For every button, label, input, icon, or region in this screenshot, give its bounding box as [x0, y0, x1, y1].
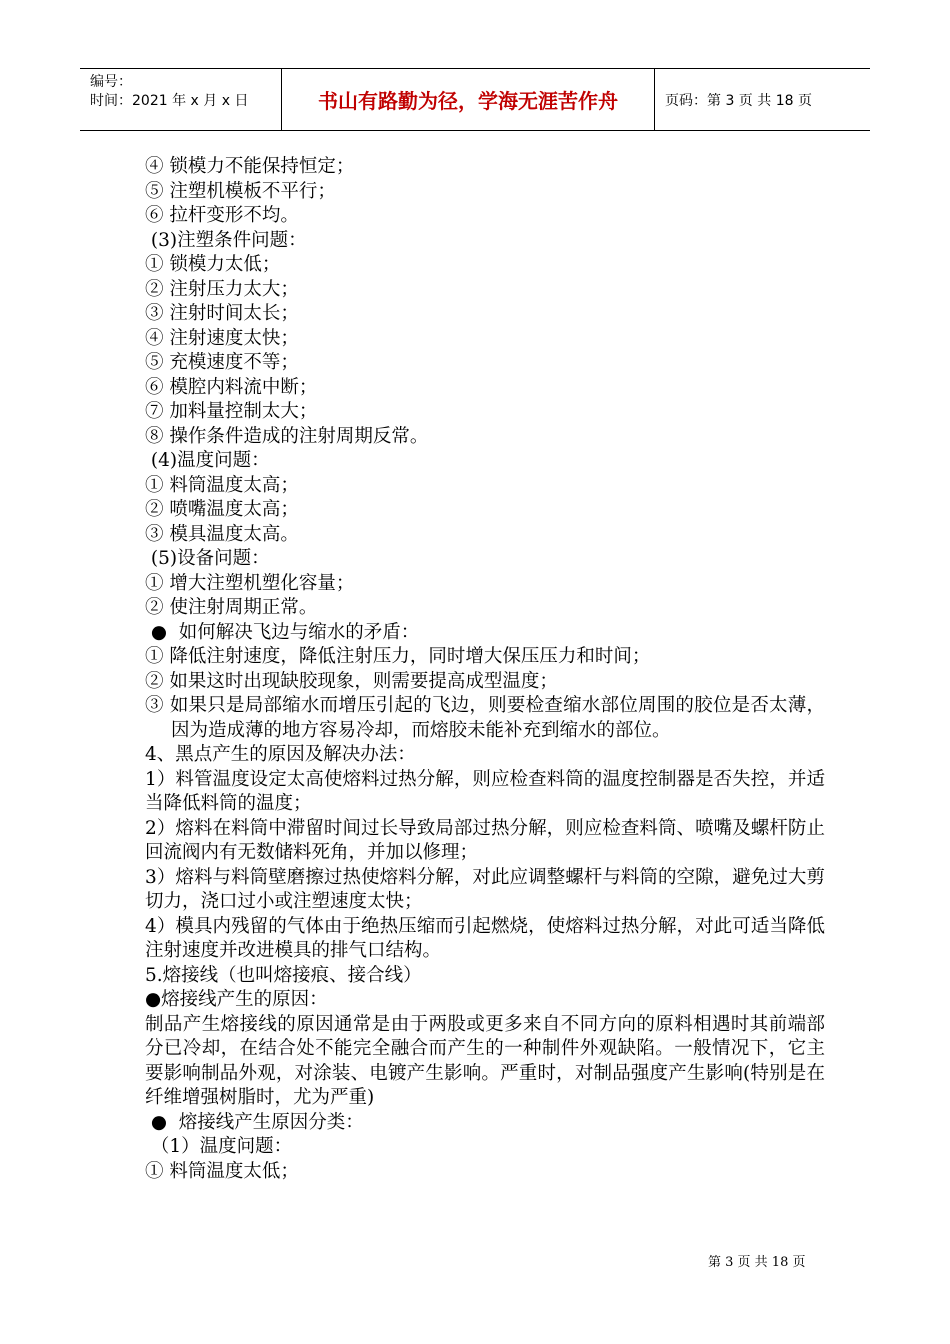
text-line: ⑥ 拉杆变形不均。	[145, 205, 299, 226]
text-line: ③ 模具温度太高。	[145, 523, 299, 545]
page-footer: 第 3 页 共 18 页	[708, 1255, 806, 1270]
text-line: ② 注射压力太大；	[145, 278, 299, 300]
text-line: ④ 注射速度太快；	[145, 327, 299, 349]
text-line: ⑦ 加料量控制太大；	[145, 401, 318, 422]
text-line: ⑤ 注塑机模板不平行；	[145, 180, 336, 202]
text-paragraph: ③ 如果只是局部缩水而增压引起的飞边，则要检查缩水部位周围的胶位是否太薄，因为造成薄的地方容易冷却，而熔胶未能补充到缩水的部位。	[145, 695, 825, 741]
header-page-number: 页码：第 3 页 共 18 页	[665, 92, 812, 109]
text-line: ② 使注射周期正常。	[145, 597, 318, 618]
text-line: ① 增大注塑机塑化容量；	[145, 572, 355, 594]
text-paragraph: 2）熔料在料筒中滞留时间过长导致局部过热分解，则应检查料筒、喷嘴及螺杆防止回流阀内有无数储料死角，并加以修理；	[145, 817, 825, 863]
text-paragraph: 1）料管温度设定太高使熔料过热分解，则应检查料筒的温度控制器是否失控，并适当降低料筒的温度；	[145, 768, 825, 814]
document-date: 时间：2021 年 x 月 x 日	[90, 93, 249, 109]
bullet-heading: ● 如何解决飞边与缩水的矛盾：	[145, 621, 420, 643]
text-line: ⑤ 充模速度不等；	[145, 352, 299, 373]
text-line: ① 降低注射速度，降低注射压力，同时增大保压压力和时间；	[145, 646, 651, 667]
text-line: ① 料筒温度太高；	[145, 474, 299, 496]
section-heading: 4、黑点产生的原因及解决办法：	[145, 744, 416, 765]
section-heading: (5)设备问题：	[145, 548, 270, 569]
header-motto: 书山有路勤为径，学海无涯苦作舟	[282, 69, 655, 130]
text-line: ⑧ 操作条件造成的注射周期反常。	[145, 425, 429, 447]
section-heading: (3)注塑条件问题：	[145, 229, 307, 251]
section-heading: 5.熔接线（也叫熔接痕、接合线）	[145, 964, 422, 986]
bullet-heading: ●熔接线产生的原因：	[145, 989, 328, 1010]
bullet-heading: ● 熔接线产生原因分类：	[145, 1111, 364, 1133]
header-meta	[80, 69, 282, 130]
section-heading: （1）温度问题：	[145, 1136, 293, 1157]
page-header	[80, 68, 870, 131]
document-body	[145, 155, 825, 1184]
text-paragraph: 3）熔料与料筒壁磨擦过热使熔料分解，对此应调整螺杆与料筒的空隙，避免过大剪切力，浇口过小或注塑速度太快；	[145, 866, 825, 912]
text-line: ① 料筒温度太低；	[145, 1160, 299, 1182]
text-paragraph: 4）模具内残留的气体由于绝热压缩而引起燃烧，使熔料过热分解，对此可适当降低注射速度并改进模具的排气口结构。	[145, 915, 825, 961]
document-number-label: 编号：	[90, 74, 132, 90]
text-line: ② 喷嘴温度太高；	[145, 499, 299, 520]
text-line: ① 锁模力太低；	[145, 254, 281, 275]
text-line: ⑥ 模腔内料流中断；	[145, 376, 318, 398]
text-line: ② 如果这时出现缺胶现象，则需要提高成型温度；	[145, 670, 558, 692]
text-paragraph: 制品产生熔接线的原因通常是由于两股或更多来自不同方向的原料相遇时其前端部分已冷却，在结合处不能完全融合而产生的一种制件外观缺陷。一般情况下，它主要影响制品外观，对涂装、电镀产生影响。严重时，对制品强度产生影响(特别是在纤维增强树脂时，尤为严重)	[145, 1013, 825, 1108]
text-line: ④ 锁模力不能保持恒定；	[145, 156, 355, 177]
text-line: ③ 注射时间太长；	[145, 303, 299, 324]
section-heading: (4)温度问题：	[145, 450, 270, 471]
